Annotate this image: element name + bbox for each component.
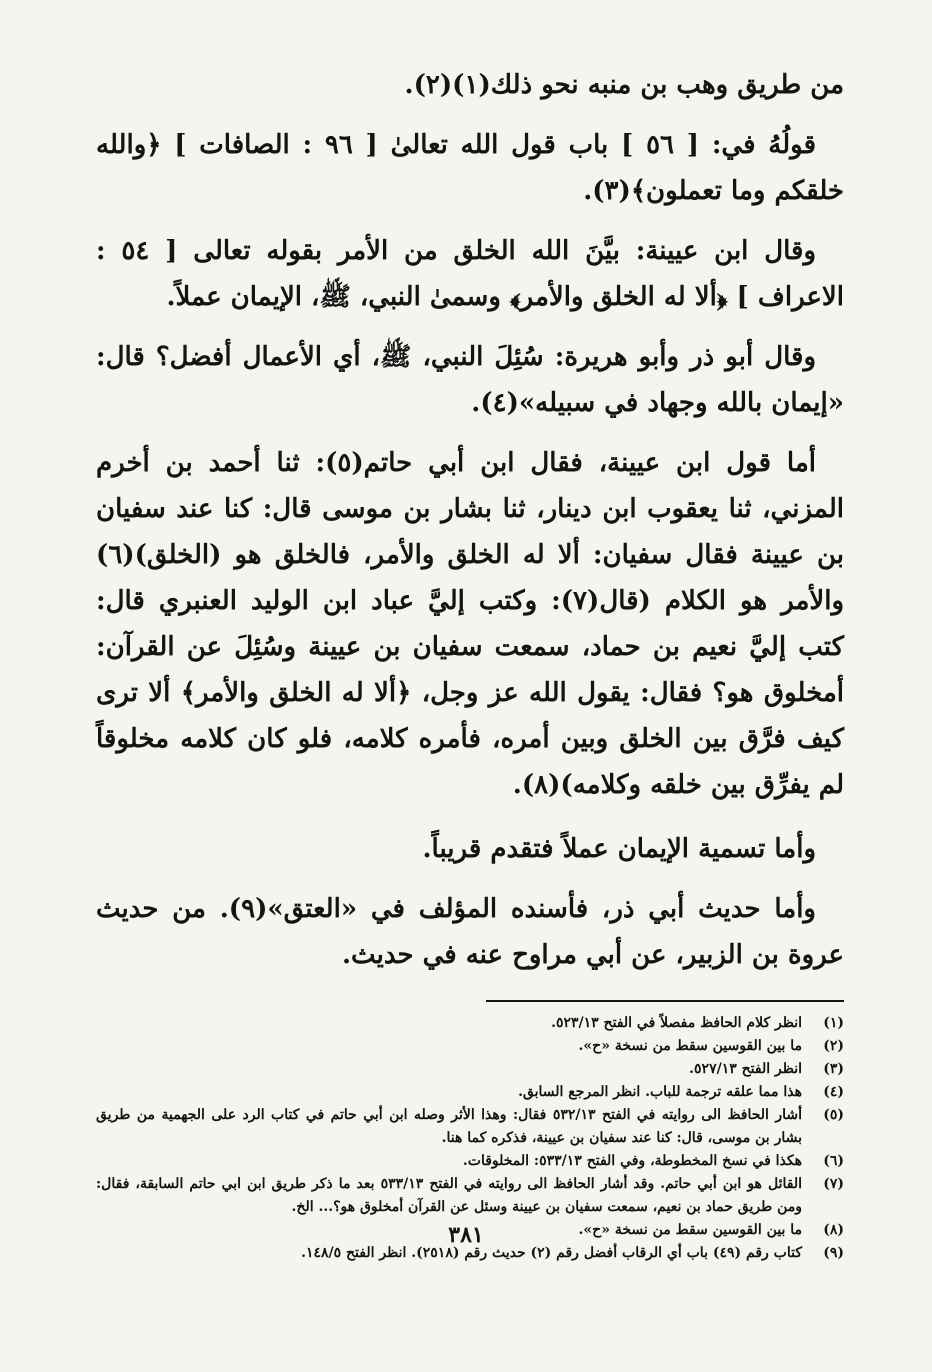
footnote-item — [96, 1104, 844, 1150]
footnote-text: انظر كلام الحافظ مفصلاً في الفتح ٥٢٣/١٣. — [551, 1015, 802, 1031]
footnote-number: (٤) — [823, 1084, 844, 1100]
footnote-text: القائل هو ابن أبي حاتم. وقد أشار الحافظ الى روايته في الفتح ٥٣٣/١٣ بعد ما ذكر طريق ابن ابي حاتم السابقة، فقال: ومن طريق حماد بن نعيم، سمعت سفيان بن عيينة وسئل عن القرآن أمخلوق هو؟... الخ. — [96, 1176, 802, 1215]
footnote-item — [96, 1058, 844, 1081]
footnote-item — [96, 1150, 844, 1173]
footnote-item — [96, 1173, 844, 1219]
footnote-text: أشار الحافظ الى روايته في الفتح ٥٣٢/١٣ فقال: وهذا الأثر وصله ابن أبي حاتم في كتاب الرد على الجهمية من طريق بشار بن موسى، قال: كنا عند سفيان بن عيينة، فذكره كما هنا. — [96, 1107, 802, 1146]
paragraph-7: وأما حديث أبي ذر، فأسنده المؤلف في «العتق»(٩). من حديث عروة بن الزبير، عن أبي مراوح عنه في حديث. — [96, 894, 844, 970]
footnote-item — [96, 1012, 844, 1035]
footnote-text: كتاب رقم (٤٩) باب أي الرقاب أفضل رقم (٢) حديث رقم (٢٥١٨). انظر الفتح ١٤٨/٥. — [301, 1245, 802, 1261]
footnote-number: (٩) — [823, 1245, 844, 1261]
paragraph-2: قولُهُ في: [ ٥٦ ] باب قول الله تعالىٰ [ ٩٦ : الصافات ] ﴿والله خلقكم وما تعملون﴾(٣). — [96, 130, 844, 206]
footnote-number: (٣) — [823, 1061, 844, 1077]
footnote-text: هذا مما علقه ترجمة للباب. انظر المرجع السابق. — [518, 1084, 802, 1100]
paragraph-6: وأما تسمية الإيمان عملاً فتقدم قريباً. — [422, 834, 816, 864]
footnote-number: (٨) — [823, 1222, 844, 1238]
footnote-item — [96, 1081, 844, 1104]
footnote-text: هكذا في نسخ المخطوطة، وفي الفتح ٥٣٣/١٣: المخلوقات. — [462, 1153, 802, 1169]
paragraph-3: وقال ابن عيينة: بيَّنَ الله الخلق من الأمر بقوله تعالى [ ٥٤ : الاعراف ] ﴿ألا له الخلق والأمر﴾ وسمىٰ النبي، ﷺ، الإيمان عملاً. — [96, 236, 844, 312]
footnote-item — [96, 1035, 844, 1058]
main-text — [96, 62, 844, 978]
page-number: ٣٨١ — [448, 1222, 484, 1248]
footnote-text: انظر الفتح ٥٢٧/١٣. — [689, 1061, 802, 1077]
paragraph-1: من طريق وهب بن منبه نحو ذلك(١)(٢). — [404, 70, 844, 100]
footnote-text: ما بين القوسين سقط من نسخة «ح». — [578, 1222, 802, 1238]
paragraph-4: وقال أبو ذر وأبو هريرة: سُئِلَ النبي، ﷺ، أي الأعمال أفضل؟ قال: «إيمان بالله وجهاد في سبيله»(٤). — [96, 342, 844, 418]
footnote-number: (٥) — [823, 1107, 844, 1123]
paragraph-5: أما قول ابن عيينة، فقال ابن أبي حاتم(٥): ثنا أحمد بن أخرم المزني، ثنا يعقوب ابن دينار، ثنا بشار بن موسى قال: كنا عند سفيان بن عيينة فقال سفيان: ألا له الخلق والأمر، فالخلق هو (الخلق)(٦) والأمر هو الكلام (قال(٧): وكتب إليَّ عباد ابن الوليد العنبري قال: كتب إليَّ نعيم بن حماد، سمعت سفيان بن عيينة وسُئِلَ عن القرآن: أمخلوق هو؟ فقال: يقول الله عز وجل، ﴿ألا له الخلق والأمر﴾ ألا ترى كيف فرَّق بين الخلق وبين أمره، فأمره كلامه، فلو كان كلامه مخلوقاً لم يفرِّق بين خلقه وكلامه)(٨). — [96, 448, 844, 800]
footnote-text: ما بين القوسين سقط من نسخة «ح». — [578, 1038, 802, 1054]
footnote-number: (١) — [823, 1015, 844, 1031]
footnote-number: (٦) — [823, 1153, 844, 1169]
footnote-divider — [486, 1000, 844, 1002]
footnote-number: (٢) — [823, 1038, 844, 1054]
footnote-number: (٧) — [823, 1176, 844, 1192]
